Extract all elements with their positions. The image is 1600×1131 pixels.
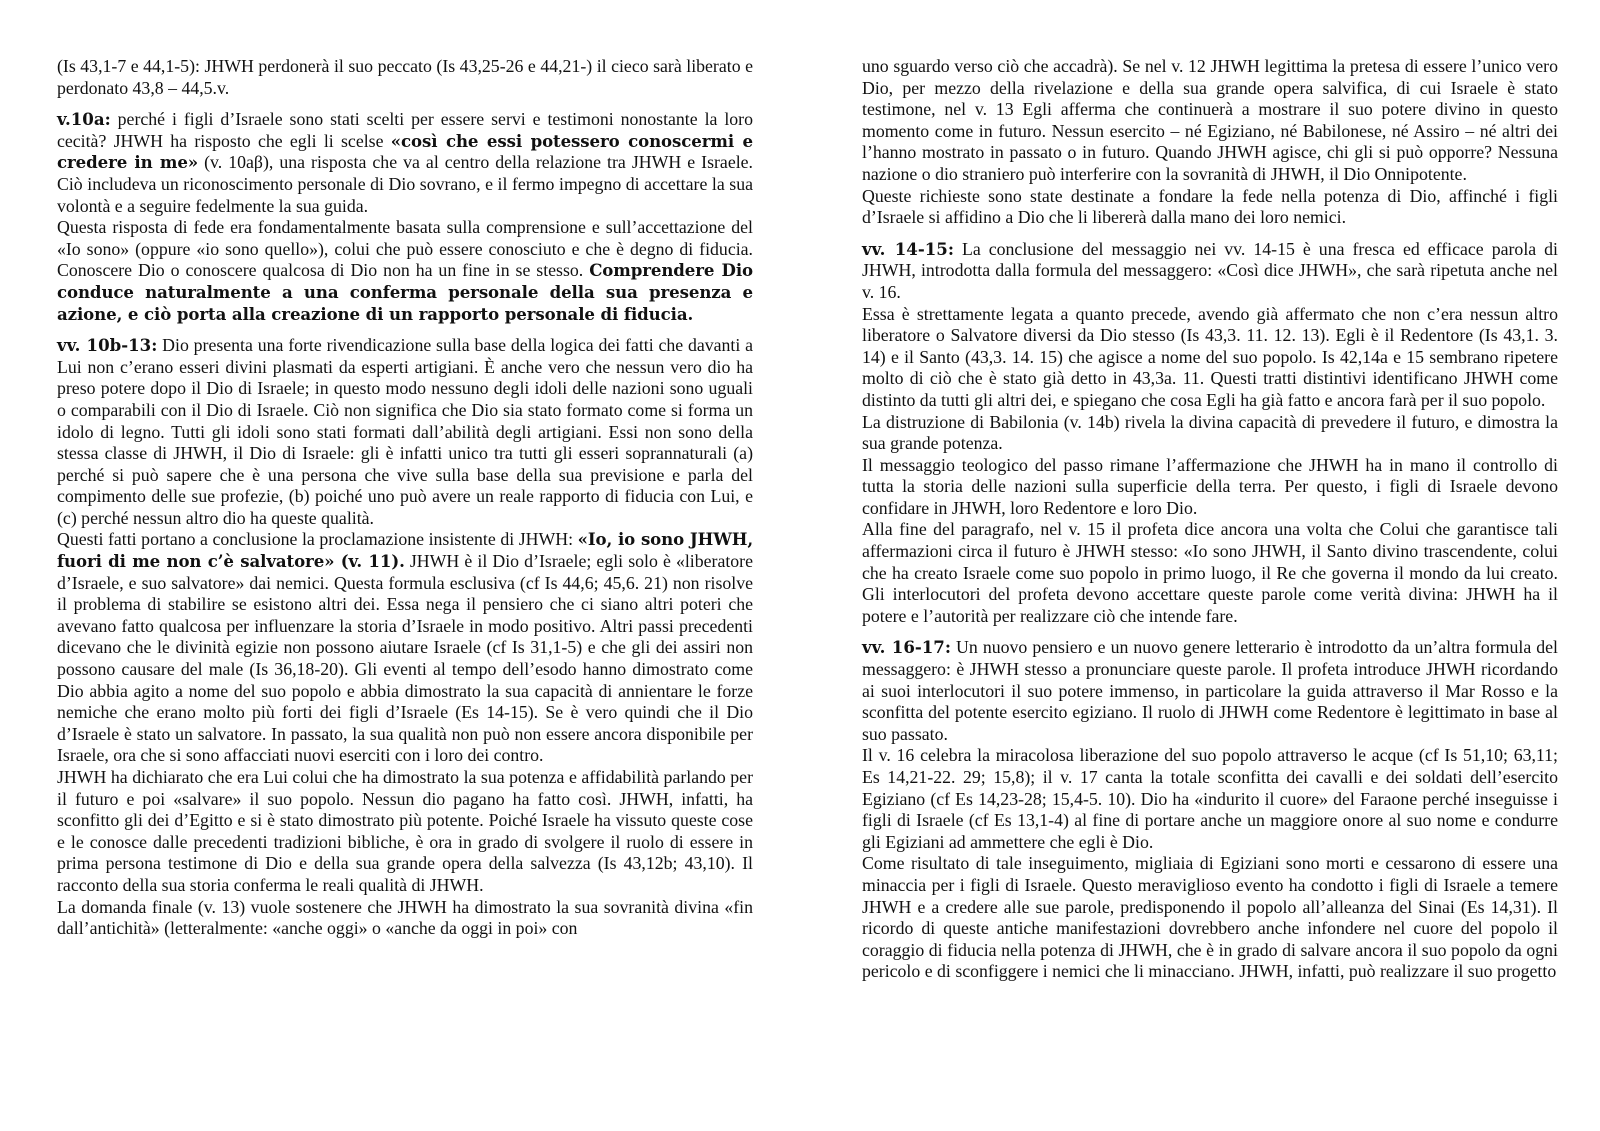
text-proclamation-a: Questi fatti portano a conclusione la proclamazione insistente di JHWH: [57,529,578,550]
verse-label-v10b-13: vv. 10b-13: [57,335,158,356]
paragraph-continuation: uno sguardo verso ciò che accadrà). Se nel v. 12 JHWH legittima la pretesa di essere l’unico vero Dio, per mezzo della rivelazione e della sua grande opera salvifica, di cui Israele è stato testimone, nel v. 13 Egli afferma che continuerà a mostrare il suo potere divino in questo momento come in futuro. Nessun esercito – né Egiziano, né Babilonese, né Assiro – né altri dei l’hanno mostrato in passato o in futuro. Quando JHWH agisce, chi gli si può opporre? Nessuna nazione o dio straniero può interferire con la sovranità di JHWH, il Dio Onnipotente. [862,56,1558,184]
text-faith-a: Questa risposta di fede era fondamentalmente basata sulla comprensione e sull’accettazione del «Io sono» (oppure «io sono quello»), colui che può essere conosciuto e che è degno di fiducia. Conoscere Dio o conoscere qualcosa di Dio non ha un fine in se stesso. [57,217,753,281]
paragraph-theological-message: Il messaggio teologico del passo rimane l’affermazione che JHWH ha in mano il controllo di tutta la storia delle nazioni sulla superficie della terra. Per questo, i figli di Israele devono confidare in JHWH, loro Redentore e loro Dio. [862,454,1558,518]
text-v10a-a: perché i figli d’Israele sono stati scelti per essere servi e testimoni nonostante la loro cecità? JHWH ha risposto che egli li scelse [57,109,753,151]
paragraph-v10b-13 [57,335,753,529]
paragraph-v16-17 [862,637,1558,745]
paragraph-linked: Essa è strettamente legata a quanto precede, avendo già affermato che non c’era nessun altro liberatore o Salvatore diversi da Dio stesso (Is 43,3. 11. 12. 13). Egli è il Redentore (Is 43,1. 3. 14) e il Santo (43,3. 14. 15) che agisce a nome del suo popolo. Is 42,14a e 15 sembrano ripetere molto di ciò che è stato già detto in 43,3a. 11. Questi tratti distintivi identificano JHWH come distinto da tutti gli altri dei, e spiegano che cosa Egli ha già fatto e ancora farà per il suo popolo. [862,303,1558,410]
text-proclamation-b: JHWH è il Dio d’Israele; egli solo è «liberatore d’Israele, e suo salvatore» dai nemici. Questa formula esclusiva (cf Is 44,6; 45,6. 21) non risolve il problema di stabilire se esistono altri dei. Essa nega il pensiero che ci siano altri poteri che avevano fatto qualcosa per influenzare la storia d’Israele in modo positivo. Altri passi precedenti dicevano che le divinità egizie non possono aiutare Israele (cf Is 31,1-5) e che gli dei assiri non possono causare del male (Is 36,18-20). Gli eventi al tempo dell’esodo hanno dimostrato come Dio abbia agito a nome del suo popolo e abbia dimostrato la sua capacità di annientare le forze nemiche che erano molto più forti dei figli d’Israele (Es 14-15). Se è vero quindi che il Dio d’Israele è stato un salvatore. In passato, la sua qualità non può non essere ancora disponibile per Israele, ora che si sono affacciati nuovi eserciti con i loro dei contro. [57,551,753,766]
text-v10a-b: (v. 10aβ), una risposta che va al centro della relazione tra JHWH e Israele. Ciò includeva un riconoscimento personale di Dio sovrano, e il fermo impegno di accettare la sua volontà e a seguire fedelmente la sua guida. [57,152,753,216]
verse-label-v14-15: vv. 14-15: [862,238,954,259]
paragraph-proclamation [57,529,753,767]
paragraph-faith-response [57,217,753,325]
right-column [862,56,1558,983]
paragraph-babylon: La distruzione di Babilonia (v. 14b) rivela la divina capacità di prevedere il futuro, e dimostra la sua grande potenza. [862,411,1558,454]
paragraph-v16-celebrates: Il v. 16 celebra la miracolosa liberazione del suo popolo attraverso le acque (cf Is 51,10; 63,11; Es 14,21-22. 29; 15,8); il v. 17 canta la totale sconfitta dei cavalli e dei soldati dell’esercito Egiziano (cf Es 14,23-28; 15,4-5. 10). Dio ha «indurito il cuore» del Faraone perché inseguisse i figli di Israele (cf Es 13,1-4) al fine di portare anche un maggiore onore al suo nome e condurre gli Egiziani ad ammettere che egli è Dio. [862,745,1558,852]
paragraph-v10a [57,109,753,217]
left-column [57,56,753,940]
paragraph-final-question: La domanda finale (v. 13) vuole sostenere che JHWH ha dimostrato la sua sovranità divina «fin dall’antichità» (letteralmente: «anche oggi» o «anche da oggi in poi» con [57,896,753,939]
bold-quote-v11: «Io, io sono JHWH, fuori di me non c’è salvatore» (v. 11). [57,529,753,572]
bold-understanding-god: Comprendere Dio conduce naturalmente a una conferma personale della sua presenza e azione, e ciò porta alla creazione di un rapporto personale di fiducia. [57,260,753,324]
verse-label-v16-17: vv. 16-17: [862,637,951,658]
bold-quote-v10a: «così che essi potessero conoscermi e credere in me» [57,130,754,173]
text-v16-17: Un nuovo pensiero e un nuovo genere letterario è introdotto da un’altra formula del messaggero: è JHWH stesso a pronunciare queste parole. Il profeta introduce JHWH ricordando ai suoi interlocutori il suo potere immenso, in particolare la guida attraverso il Mar Rosso e la sconfitta del potente esercito egiziano. Il ruolo di JHWH come Redentore è legittimato in base al suo passato. [862,637,1558,744]
verse-label-v10a: v.10a: [57,109,111,130]
paragraph-jhwh-declared: JHWH ha dichiarato che era Lui colui che ha dimostrato la sua potenza e affidabilità parlando per il futuro e poi «salvare» il suo popolo. Nessun dio pagano ha fatto così. JHWH, infatti, ha sconfitto gli dei d’Egitto e si è stato dimostrato più potente. Poiché Israele ha vissuto queste cose e le conosce dalle precedenti tradizioni bibliche, è ora in grado di svolgere il ruolo di essere in prima persona testimone di Dio e della sua grande opera della salvezza (Is 43,12b; 43,10). Il racconto della sua storia conferma le reali qualità di JHWH. [57,767,753,895]
text-v14-15: La conclusione del messaggio nei vv. 14-15 è una fresca ed efficace parola di JHWH, introdotta dalla formula del messaggero: «Così dice JHWH», che sarà ripetuta anche nel v. 16. [862,238,1558,302]
text-v10b-13: Dio presenta una forte rivendicazione sulla base della logica dei fatti che davanti a Lui non c’erano esseri divini plasmati da esperti artigiani. È anche vero che nessun vero dio ha preso potere dopo il Dio di Israele; in questo modo nessuno degli idoli delle nazioni sono uguali o comparabili con il Dio di Israele. Ciò non significa che Dio sia stato formato come si forma un idolo di legno. Tutti gli idoli sono stati formati dall’abilità degli artigiani. Essi non sono della stessa classe di JHWH, il Dio di Israele: gli è infatti unico tra tutti gli esseri soprannaturali (a) perché si può sapere che è una persona che vive sulla base della sua previsione e parla del compimento delle sue profezie, (b) poiché uno può avere un reale rapporto di fiducia con Lui, e (c) perché nessun altro dio ha queste qualità. [57,335,754,528]
paragraph-v14-15 [862,239,1558,304]
paragraph-result: Come risultato di tale inseguimento, migliaia di Egiziani sono morti e cessarono di essere una minaccia per i figli di Israele. Questo meraviglioso evento ha condotto i figli di Israele a temere JHWH e a credere alle sue parole, predisponendo il popolo all’alleanza del Sinai (Es 14,31). Il ricordo di queste antiche manifestazioni dovrebbero anche infondere nel cuore del popolo il coraggio di fiducia nella potenza di JHWH, che è in grado di salvare ancora il suo popolo da ogni pericolo e di sconfiggere i nemici che li minacciano. JHWH, infatti, può realizzare il suo progetto [862,853,1558,982]
paragraph-requests: Queste richieste sono state destinate a fondare la fede nella potenza di Dio, affinché i figli d’Israele si affidino a Dio che li libererà dalla mano dei loro nemici. [862,185,1558,228]
paragraph-end-of-section: Alla fine del paragrafo, nel v. 15 il profeta dice ancora una volta che Colui che garantisce tali affermazioni circa il futuro è JHWH stesso: «Io sono JHWH, il Santo divino trascendente, colui che ha creato Israele come suo popolo in primo luogo, il Re che governa il mondo da lui creato. Gli interlocutori del profeta devono accettare queste parole come verità divina: JHWH ha il potere e l’autorità per realizzare ciò che intende fare. [862,519,1558,626]
paragraph-intro: (Is 43,1-7 e 44,1-5): JHWH perdonerà il suo peccato (Is 43,25-26 e 44,21-) il cieco sarà liberato e perdonato 43,8 – 44,5.v. [57,56,753,98]
